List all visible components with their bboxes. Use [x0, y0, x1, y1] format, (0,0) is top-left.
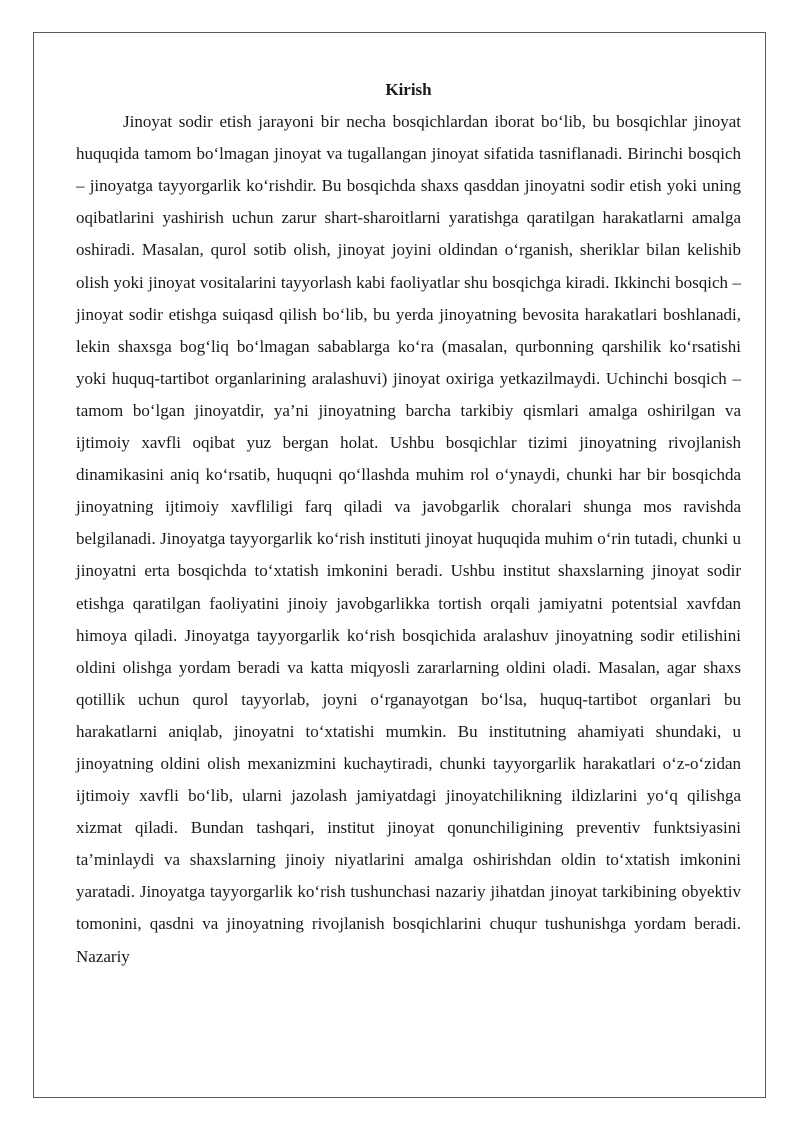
body-paragraph: Jinoyat sodir etish jarayoni bir necha bosqichlardan iborat bo‘lib, bu bosqichlar jinoyat huquqida tamom bo‘lmagan jinoyat va tugallangan jinoyat sifatida tasniflanadi. Birinchi bosqich – jinoyatga tayyorgarlik ko‘rishdir. Bu bosqichda shaxs qasddan jinoyatni sodir etish yoki uning oqibatlarini yashirish uchun zarur shart-sharoitlarni yaratishga qaratilgan harakatlarni amalga oshiradi. Masalan, qurol sotib olish, jinoyat joyini oldindan o‘rganish, sheriklar bilan kelishib olish yoki jinoyat vositalarini tayyorlash kabi faoliyatlar shu bosqichga kiradi. Ikkinchi bosqich – jinoyat sodir etishga suiqasd qilish bo‘lib, bu yerda jinoyatning bevosita harakatlari boshlanadi, lekin shaxsga bog‘liq bo‘lmagan sabablarga ko‘ra (masalan, qurbonning qarshilik ko‘rsatishi yoki huquq-tartibot organlarining aralashuvi) jinoyat oxiriga yetkazilmaydi. Uchinchi bosqich – tamom bo‘lgan jinoyatdir, ya’ni jinoyatning barcha tarkibiy qismlari amalga oshirilgan va ijtimoiy xavfli oqibat yuz bergan holat. Ushbu bosqichlar tizimi jinoyatning rivojlanish dinamikasini aniq ko‘rsatib, huquqni qo‘llashda muhim rol o‘ynaydi, chunki har bir bosqichda jinoyatning ijtimoiy xavfliligi farq qiladi va javobgarlik choralari shunga mos ravishda belgilanadi. Jinoyatga tayyorgarlik ko‘rish instituti jinoyat huquqida muhim o‘rin tutadi, chunki u jinoyatni erta bosqichda to‘xtatish imkonini beradi. Ushbu institut shaxslarning jinoyat sodir etishga qaratilgan faoliyatini jinoiy javobgarlikka tortish orqali jamiyatni potentsial xavfdan himoya qiladi. Jinoyatga tayyorgarlik ko‘rish bosqichida aralashuv jinoyatning sodir etilishini oldini olishga yordam beradi va katta miqyosli zararlarning oldini oladi. Masalan, agar shaxs qotillik uchun qurol tayyorlab, joyni o‘rganayotgan bo‘lsa, huquq-tartibot organlari bu harakatlarni aniqlab, jinoyatni to‘xtatishi mumkin. Bu institutning ahamiyati shundaki, u jinoyatning oldini olish mexanizmini kuchaytiradi, chunki tayyorgarlik harakatlari o‘z-o‘zidan ijtimoiy xavfli bo‘lib, ularni jazolash jamiyatdagi jinoyatchilikning ildizlarini yo‘q qilishga xizmat qiladi. Bundan tashqari, institut jinoyat qonunchiligining preventiv funktsiyasini ta’minlaydi va shaxslarning jinoiy niyatlarini amalga oshirishdan oldin to‘xtatish imkonini yaratadi. Jinoyatga tayyorgarlik ko‘rish tushunchasi nazariy jihatdan jinoyat tarkibining obyektiv tomonini, qasdni va jinoyatning rivojlanish bosqichlarini chuqur tushunishga yordam beradi. Nazariy: [76, 112, 741, 966]
document-title: Kirish: [385, 80, 432, 99]
document-content: [76, 74, 741, 973]
